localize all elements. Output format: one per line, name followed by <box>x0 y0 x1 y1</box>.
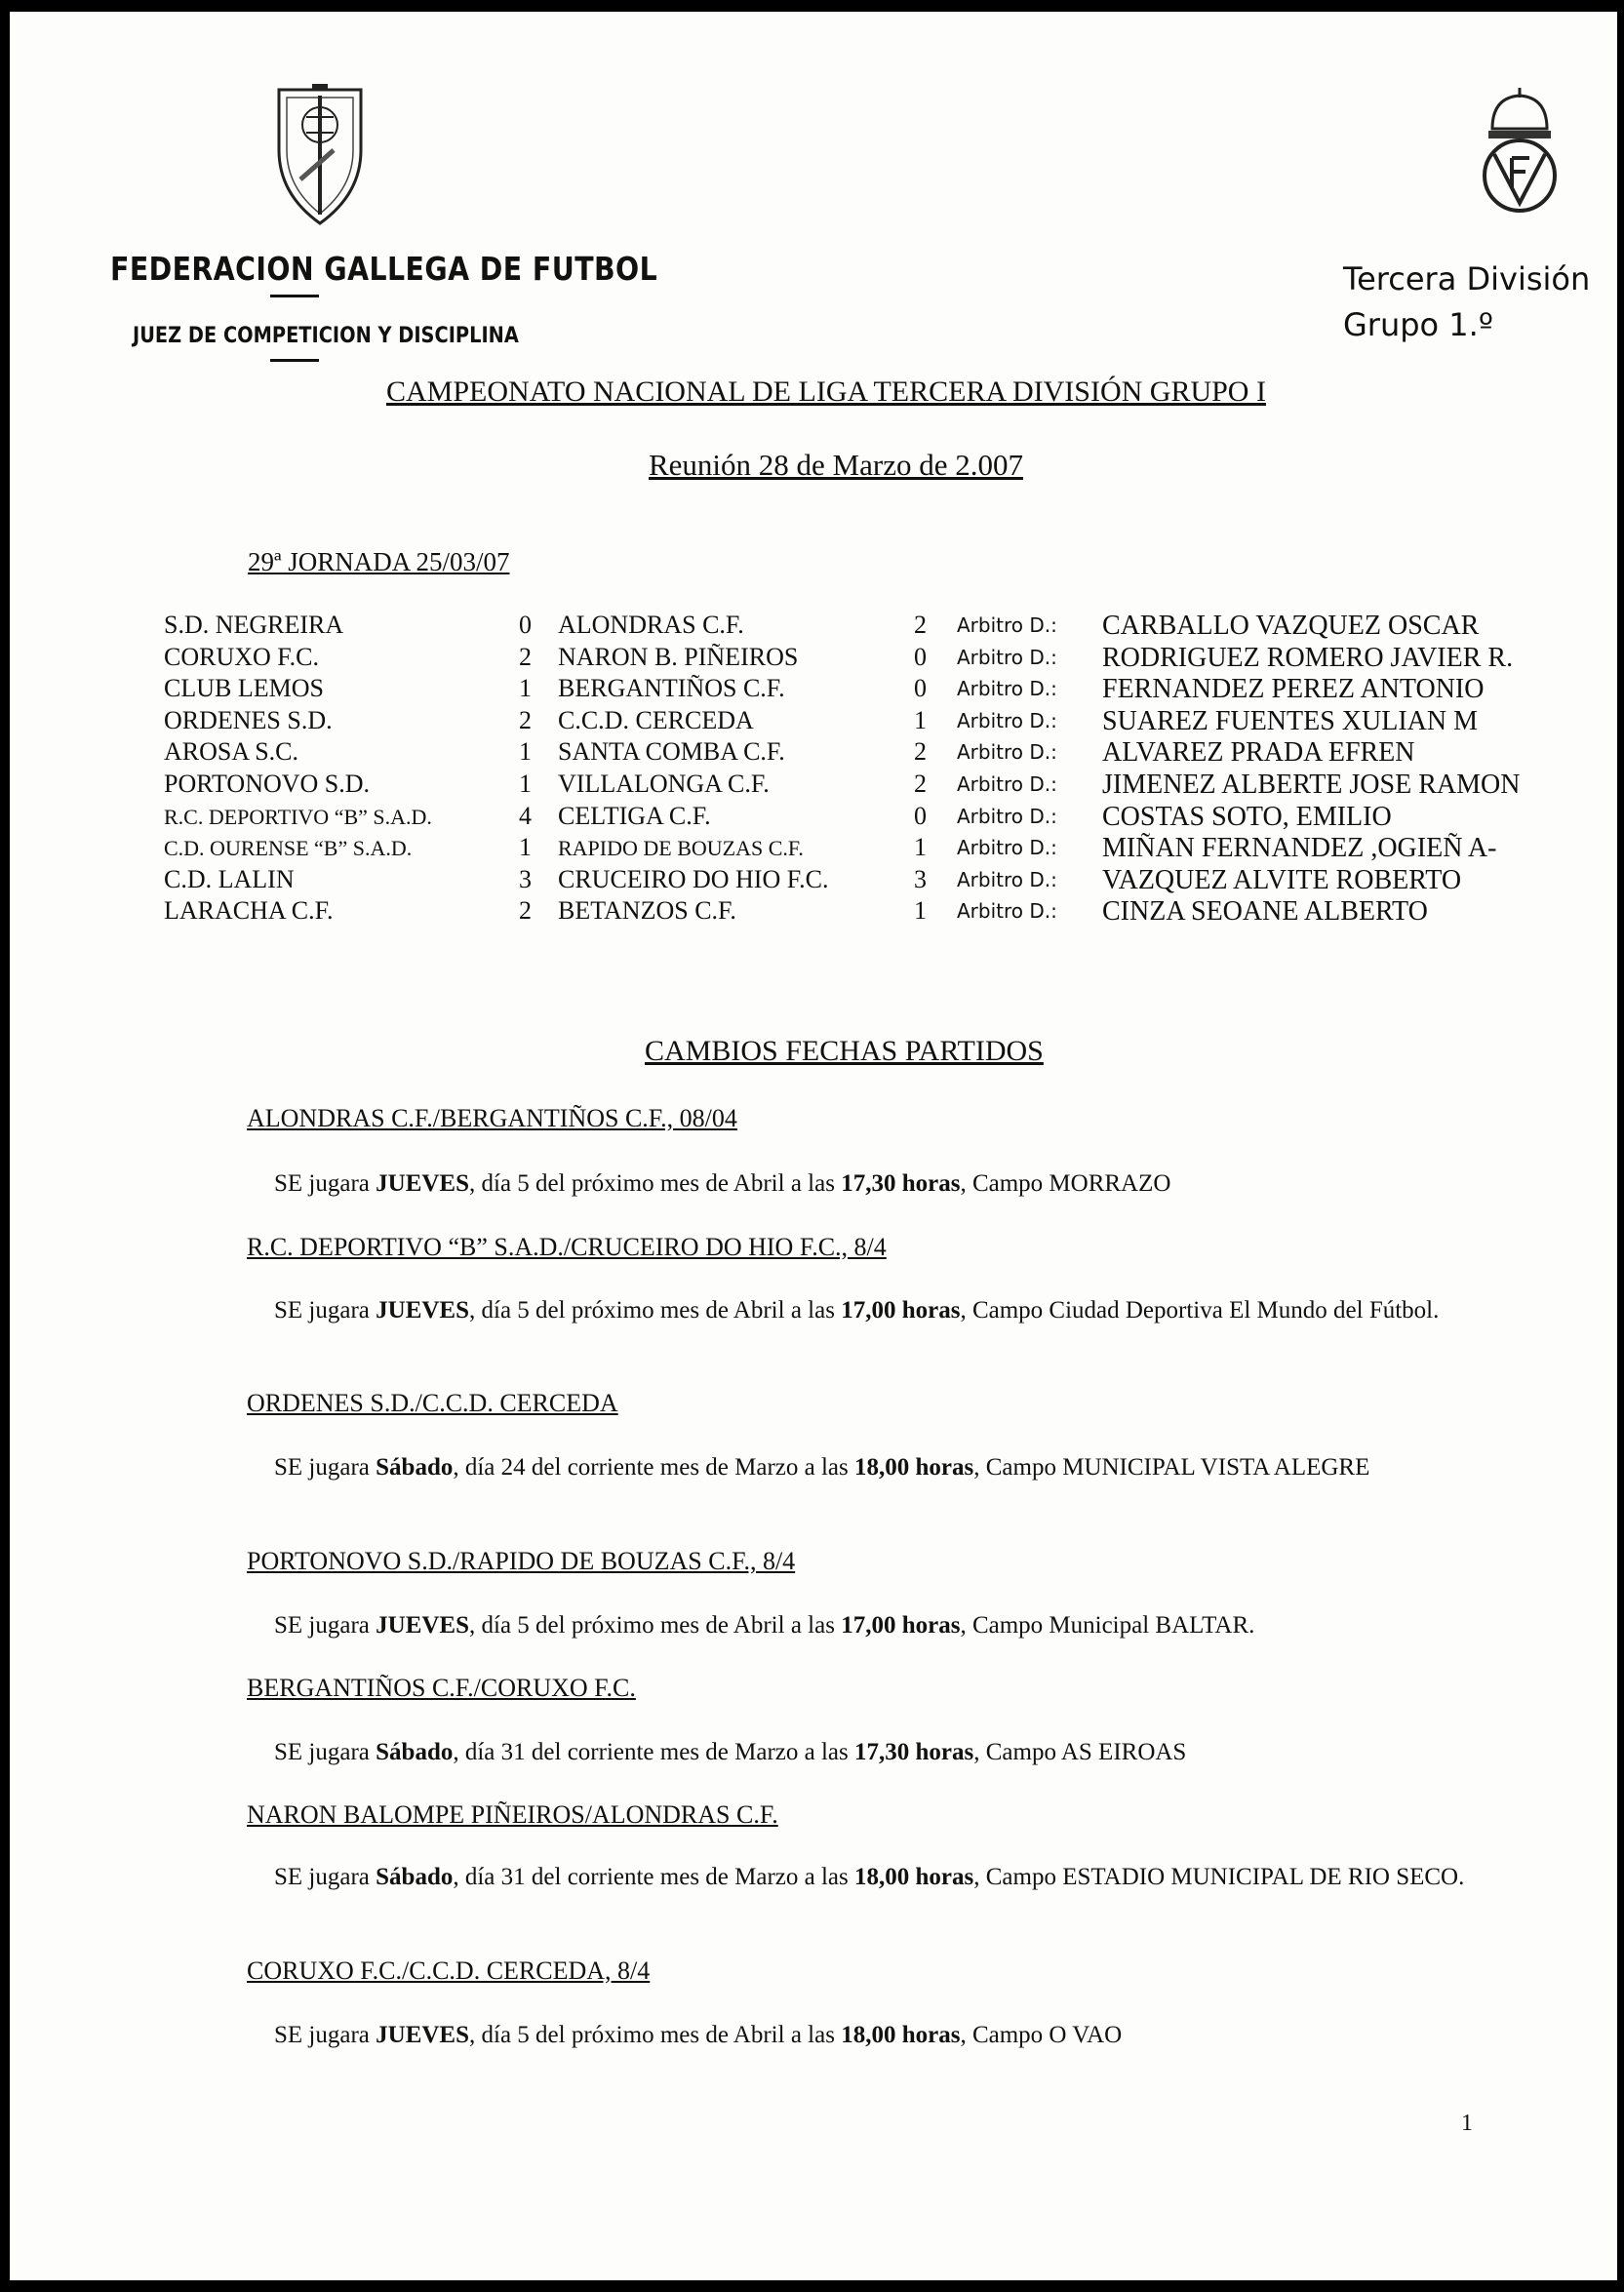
referee-label: Arbitro D.: <box>957 677 1057 701</box>
referee-name: FERNANDEZ PEREZ ANTONIO <box>1102 674 1485 705</box>
home-score: 1 <box>519 674 532 703</box>
matchday-label: 29ª JORNADA 25/03/07 <box>248 547 510 576</box>
document-page <box>10 12 1617 2280</box>
away-score: 0 <box>914 674 927 703</box>
away-score: 2 <box>914 737 927 767</box>
home-score: 1 <box>519 769 532 798</box>
page-number: 1 <box>1461 2111 1473 2136</box>
referee-name: ALVAREZ PRADA EFREN <box>1102 737 1415 769</box>
referee-name: MIÑAN FERNANDEZ ,OGIEÑ A- <box>1102 833 1497 864</box>
change-heading: ORDENES S.D./C.C.D. CERCEDA <box>247 1389 618 1417</box>
home-score: 0 <box>519 611 532 639</box>
referee-name: CINZA SEOANE ALBERTO <box>1102 896 1428 928</box>
away-score: 1 <box>914 705 927 734</box>
change-text: SE jugara JUEVES, día 5 del próximo mes de Abril a las 18,00 horas, Campo O VAO <box>274 2022 1123 2048</box>
fgf-shield-logo <box>273 82 367 228</box>
referee-label: Arbitro D.: <box>957 867 1057 891</box>
home-score: 1 <box>519 833 532 862</box>
away-score: 0 <box>914 642 927 671</box>
referee-label: Arbitro D.: <box>957 899 1057 924</box>
change-text: SE jugara Sábado, día 31 del corriente mes de Marzo a las 18,00 horas, Campo ESTADIO MUNICIPAL DE RIO SECO. <box>274 1864 1465 1890</box>
home-score: 2 <box>519 642 532 671</box>
referee-label: Arbitro D.: <box>957 804 1057 828</box>
away-team: VILLALONGA C.F. <box>558 769 770 798</box>
home-score: 2 <box>519 896 532 926</box>
referee-name: VAZQUEZ ALVITE ROBERTO <box>1102 864 1462 895</box>
change-text: SE jugara JUEVES, día 5 del próximo mes de Abril a las 17,00 horas, Campo Municipal BALTAR. <box>274 1612 1255 1639</box>
referee-label: Arbitro D.: <box>957 836 1057 860</box>
home-score: 3 <box>519 864 532 893</box>
referee-name: SUAREZ FUENTES XULIAN M <box>1102 705 1478 736</box>
division-label: Tercera División <box>1343 260 1591 297</box>
home-team: AROSA S.C. <box>164 737 298 767</box>
away-team: CELTIGA C.F. <box>558 801 711 830</box>
change-text: SE jugara Sábado, día 31 del corriente mes de Marzo a las 17,30 horas, Campo AS EIROAS <box>274 1739 1187 1765</box>
document-title: CAMPEONATO NACIONAL DE LIGA TERCERA DIVISIÓN GRUPO I <box>386 375 1266 408</box>
away-score: 1 <box>914 896 927 926</box>
referee-label: Arbitro D.: <box>957 645 1057 669</box>
away-score: 1 <box>914 833 927 862</box>
referee-label: Arbitro D.: <box>957 613 1057 637</box>
divider <box>270 295 319 297</box>
referee-label: Arbitro D.: <box>957 708 1057 732</box>
away-team: NARON B. PIÑEIROS <box>558 642 799 671</box>
home-team: R.C. DEPORTIVO “B” S.A.D. <box>164 804 432 829</box>
referee-label: Arbitro D.: <box>957 740 1057 765</box>
referee-name: COSTAS SOTO, EMILIO <box>1102 801 1392 832</box>
referee-label: Arbitro D.: <box>957 771 1057 796</box>
rfef-crown-logo <box>1473 88 1566 224</box>
home-team: ORDENES S.D. <box>164 705 333 734</box>
home-team: C.D. LALIN <box>164 864 295 893</box>
change-heading: R.C. DEPORTIVO “B” S.A.D./CRUCEIRO DO HIO F.C., 8/4 <box>247 1233 887 1261</box>
away-team: SANTA COMBA C.F. <box>558 737 785 767</box>
change-heading: NARON BALOMPE PIÑEIROS/ALONDRAS C.F. <box>247 1800 778 1829</box>
away-team: ALONDRAS C.F. <box>558 611 744 639</box>
divider <box>270 359 319 362</box>
change-heading: BERGANTIÑOS C.F./CORUXO F.C. <box>247 1674 636 1702</box>
away-team: BERGANTIÑOS C.F. <box>558 674 785 703</box>
change-heading: CORUXO F.C./C.C.D. CERCEDA, 8/4 <box>247 1956 651 1985</box>
changes-title: CAMBIOS FECHAS PARTIDOS <box>645 1035 1044 1067</box>
referee-name: CARBALLO VAZQUEZ OSCAR <box>1102 611 1480 641</box>
change-heading: PORTONOVO S.D./RAPIDO DE BOUZAS C.F., 8/4 <box>247 1547 796 1575</box>
away-score: 2 <box>914 611 927 639</box>
change-text: SE jugara JUEVES, día 5 del próximo mes de Abril a las 17,00 horas, Campo Ciudad Deportiva El Mundo del Fútbol. <box>274 1297 1440 1324</box>
away-team: BETANZOS C.F. <box>558 896 736 926</box>
home-score: 1 <box>519 737 532 767</box>
away-score: 3 <box>914 864 927 893</box>
home-score: 4 <box>519 801 532 830</box>
change-heading: ALONDRAS C.F./BERGANTIÑOS C.F., 08/04 <box>247 1104 737 1132</box>
home-team: C.D. OURENSE “B” S.A.D. <box>164 836 413 861</box>
meeting-date: Reunión 28 de Marzo de 2.007 <box>649 448 1023 482</box>
home-team: LARACHA C.F. <box>164 896 334 926</box>
committee-name: JUEZ DE COMPETICION Y DISCIPLINA <box>133 324 519 348</box>
away-score: 0 <box>914 801 927 830</box>
change-text: SE jugara JUEVES, día 5 del próximo mes de Abril a las 17,30 horas, Campo MORRAZO <box>274 1170 1171 1197</box>
home-team: PORTONOVO S.D. <box>164 769 371 798</box>
referee-name: JIMENEZ ALBERTE JOSE RAMON <box>1102 769 1521 800</box>
referee-name: RODRIGUEZ ROMERO JAVIER R. <box>1102 642 1514 673</box>
home-score: 2 <box>519 705 532 734</box>
home-team: S.D. NEGREIRA <box>164 611 344 639</box>
home-team: CLUB LEMOS <box>164 674 324 703</box>
away-team: RAPIDO DE BOUZAS C.F. <box>558 836 804 861</box>
change-text: SE jugara Sábado, día 24 del corriente mes de Marzo a las 18,00 horas, Campo MUNICIPAL VISTA ALEGRE <box>274 1454 1370 1481</box>
away-score: 2 <box>914 769 927 798</box>
away-team: C.C.D. CERCEDA <box>558 705 754 734</box>
home-team: CORUXO F.C. <box>164 642 320 671</box>
federation-name: FEDERACION GALLEGA DE FUTBOL <box>110 250 658 288</box>
away-team: CRUCEIRO DO HIO F.C. <box>558 864 829 893</box>
group-label: Grupo 1.º <box>1343 306 1493 343</box>
